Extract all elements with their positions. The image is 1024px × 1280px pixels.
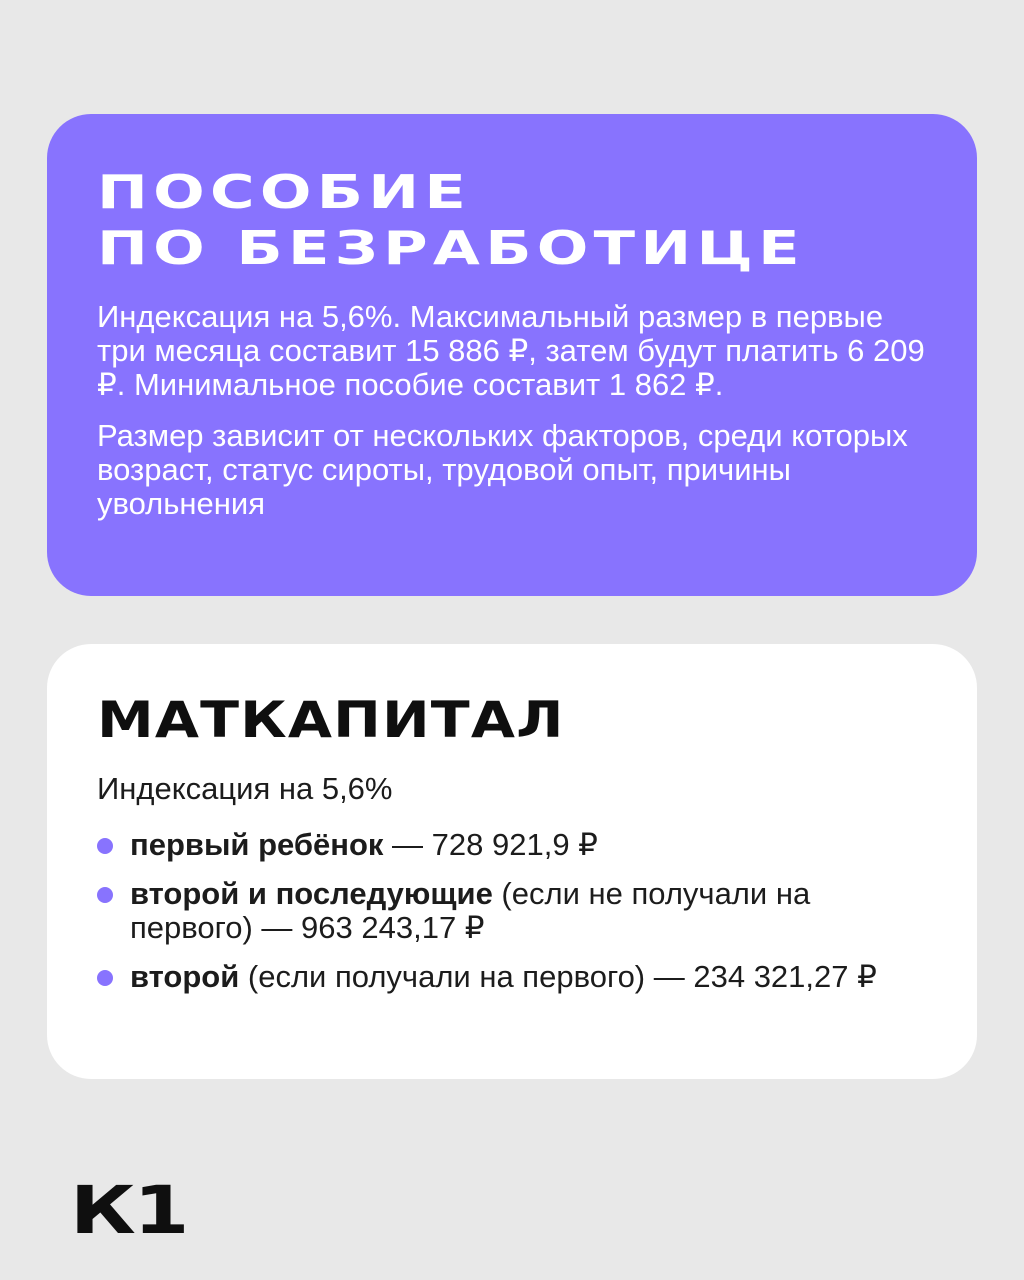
unemployment-paragraph-indexation: Индексация на 5,6%. Максимальный размер в первые три месяца составит 15 886 ₽, затем будут платить 6 209 ₽. Минимальное пособие составит 1 862 ₽. <box>97 299 925 402</box>
list-item-text: (если не получали на первого) — 963 243,17 ₽ <box>130 876 811 945</box>
bullet-dot-icon <box>97 970 113 986</box>
unemployment-title <box>97 164 1024 276</box>
matcapital-intro: Индексация на 5,6% <box>97 771 393 806</box>
unemployment-paragraph-factors: Размер зависит от нескольких факторов, среди которых возраст, статус сироты, трудовой опыт, причины увольнения <box>97 418 908 521</box>
list-item <box>97 877 927 945</box>
bullet-dot-icon <box>97 838 113 854</box>
matcapital-title: МАТКАПИТАЛ <box>97 691 565 749</box>
list-item-bold: первый ребёнок <box>130 827 384 862</box>
unemployment-title-line1: ПОСОБИЕ <box>97 165 472 219</box>
matcapital-card <box>47 644 977 1079</box>
list-item-text: (если получали на первого) — 234 321,27 ₽ <box>239 959 877 994</box>
matcapital-list <box>97 828 927 994</box>
bullet-dot-icon <box>97 887 113 903</box>
list-item <box>97 960 927 994</box>
unemployment-title-line2: ПО БЕЗРАБОТИЦЕ <box>97 221 805 275</box>
unemployment-card <box>47 114 977 596</box>
list-item-text: — 728 921,9 ₽ <box>383 827 598 862</box>
list-item-bold: второй и последующие <box>130 876 493 911</box>
list-item <box>97 828 927 862</box>
k1-logo: К1 <box>70 1172 187 1249</box>
list-item-bold: второй <box>130 959 240 994</box>
